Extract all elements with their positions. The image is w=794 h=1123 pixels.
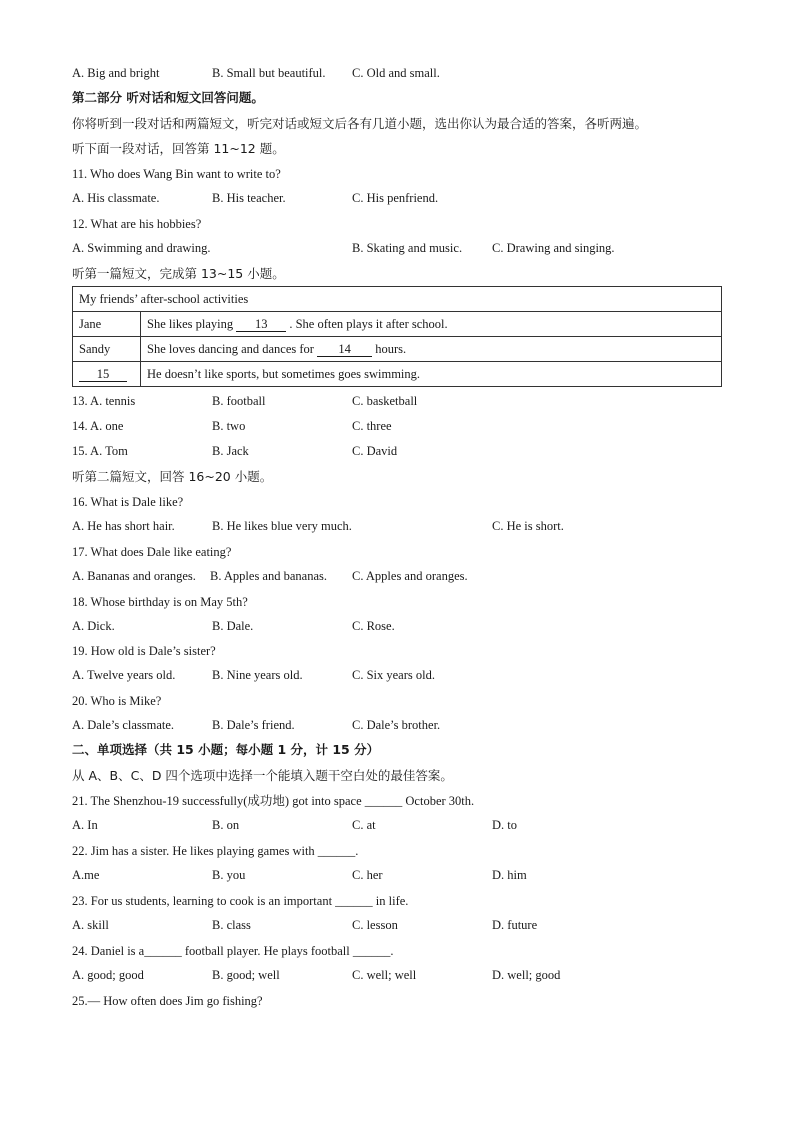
option-c: C. Old and small.: [352, 66, 440, 80]
q24-option-a: A. good; good: [72, 968, 144, 982]
q24-option-d: D. well; good: [492, 968, 561, 982]
q20-option-b: B. Dale’s friend.: [212, 718, 295, 732]
table-cell-activity: [141, 312, 722, 337]
q21-option-d: D. to: [492, 818, 517, 832]
activity-text: . She often plays it after school.: [289, 316, 448, 331]
q18-option-b: B. Dale.: [212, 619, 254, 633]
q17-option-b: B. Apples and bananas.: [210, 569, 327, 583]
q16-option-b: B. He likes blue very much.: [212, 519, 352, 533]
q24-option-c: C. well; well: [352, 968, 417, 982]
table-cell-activity: [141, 337, 722, 362]
q24-option-b: B. good; well: [212, 968, 280, 982]
q14-option-a: 14. A. one: [72, 419, 124, 433]
q11-option-a: A. His classmate.: [72, 191, 160, 205]
section-mc-instructions: 从 A、B、C、D 四个选项中选择一个能填入题干空白处的最佳答案。: [72, 768, 453, 783]
q20-option-c: C. Dale’s brother.: [352, 718, 441, 732]
table-row: [73, 337, 722, 362]
q21-option-b: B. on: [212, 818, 240, 832]
activities-table: [72, 286, 722, 387]
q13-option-c: C. basketball: [352, 394, 418, 408]
option-b: B. Small but beautiful.: [212, 66, 326, 80]
table-row: [73, 362, 722, 387]
section2-instructions: 你将听到一段对话和两篇短文，听完对话或短文后各有几道小题，选出你认为最合适的答案，各听两遍。: [72, 116, 648, 131]
passage2-instructions: 听第二篇短文，回答 16~20 小题。: [72, 469, 273, 484]
blank-15: 15: [79, 367, 127, 382]
q23-option-c: C. lesson: [352, 918, 398, 932]
table-title: My friends’ after-school activities: [73, 287, 722, 312]
q21-option-c: C. at: [352, 818, 376, 832]
q23-option-d: D. future: [492, 918, 538, 932]
blank-13: 13: [236, 317, 286, 332]
q23-option-a: A. skill: [72, 918, 109, 932]
question-23: 23. For us students, learning to cook is an important ______ in life.: [72, 894, 409, 908]
question-22: 22. Jim has a sister. He likes playing games with ______.: [72, 844, 359, 858]
q22-option-a: A.me: [72, 868, 100, 882]
table-cell-name: [73, 362, 141, 387]
q19-option-a: A. Twelve years old.: [72, 668, 176, 682]
q11-option-b: B. His teacher.: [212, 191, 286, 205]
activity-text: She loves dancing and dances for: [147, 341, 318, 356]
table-cell-name: Sandy: [73, 337, 141, 362]
q15-option-a: 15. A. Tom: [72, 444, 128, 458]
q15-option-b: B. Jack: [212, 444, 249, 458]
activity-text: She likes playing: [147, 316, 237, 331]
q19-option-c: C. Six years old.: [352, 668, 435, 682]
q11-option-c: C. His penfriend.: [352, 191, 439, 205]
q14-option-c: C. three: [352, 419, 392, 433]
q20-option-a: A. Dale’s classmate.: [72, 718, 175, 732]
table-cell-activity: He doesn’t like sports, but sometimes goes swimming.: [141, 362, 722, 387]
question-16: 16. What is Dale like?: [72, 495, 184, 509]
q12-option-b: B. Skating and music.: [352, 241, 463, 255]
table-row: [73, 312, 722, 337]
passage1-instructions: 听第一篇短文，完成第 13~15 小题。: [72, 266, 285, 281]
question-20: 20. Who is Mike?: [72, 694, 162, 708]
question-21: 21. The Shenzhou-19 successfully(成功地) got into space ______ October 30th.: [72, 794, 475, 808]
q13-option-b: B. football: [212, 394, 266, 408]
q17-option-c: C. Apples and oranges.: [352, 569, 468, 583]
blank-14: 14: [317, 342, 372, 357]
question-19: 19. How old is Dale’s sister?: [72, 644, 216, 658]
question-17: 17. What does Dale like eating?: [72, 545, 232, 559]
q19-option-b: B. Nine years old.: [212, 668, 303, 682]
option-a: A. Big and bright: [72, 66, 160, 80]
q22-option-b: B. you: [212, 868, 246, 882]
q12-option-a: A. Swimming and drawing.: [72, 241, 211, 255]
q18-option-a: A. Dick.: [72, 619, 115, 633]
question-24: 24. Daniel is a______ football player. He plays football ______.: [72, 944, 394, 958]
q13-option-a: 13. A. tennis: [72, 394, 136, 408]
q14-option-b: B. two: [212, 419, 246, 433]
dialog-instructions: 听下面一段对话，回答第 11~12 题。: [72, 141, 285, 156]
question-12: 12. What are his hobbies?: [72, 217, 202, 231]
section-mc-title: 二、单项选择（共 15 小题；每小题 1 分，计 15 分）: [72, 742, 380, 757]
q21-option-a: A. In: [72, 818, 98, 832]
q17-option-a: A. Bananas and oranges.: [72, 569, 196, 583]
q22-option-c: C. her: [352, 868, 383, 882]
table-cell-name: Jane: [73, 312, 141, 337]
activity-text: hours.: [375, 341, 407, 356]
section2-title: 第二部分 听对话和短文回答问题。: [72, 90, 264, 105]
q18-option-c: C. Rose.: [352, 619, 395, 633]
q16-option-a: A. He has short hair.: [72, 519, 175, 533]
q12-option-c: C. Drawing and singing.: [492, 241, 615, 255]
question-11: 11. Who does Wang Bin want to write to?: [72, 167, 281, 181]
q15-option-c: C. David: [352, 444, 398, 458]
q22-option-d: D. him: [492, 868, 527, 882]
q16-option-c: C. He is short.: [492, 519, 564, 533]
question-25: 25.— How often does Jim go fishing?: [72, 994, 263, 1008]
q23-option-b: B. class: [212, 918, 251, 932]
question-18: 18. Whose birthday is on May 5th?: [72, 595, 248, 609]
